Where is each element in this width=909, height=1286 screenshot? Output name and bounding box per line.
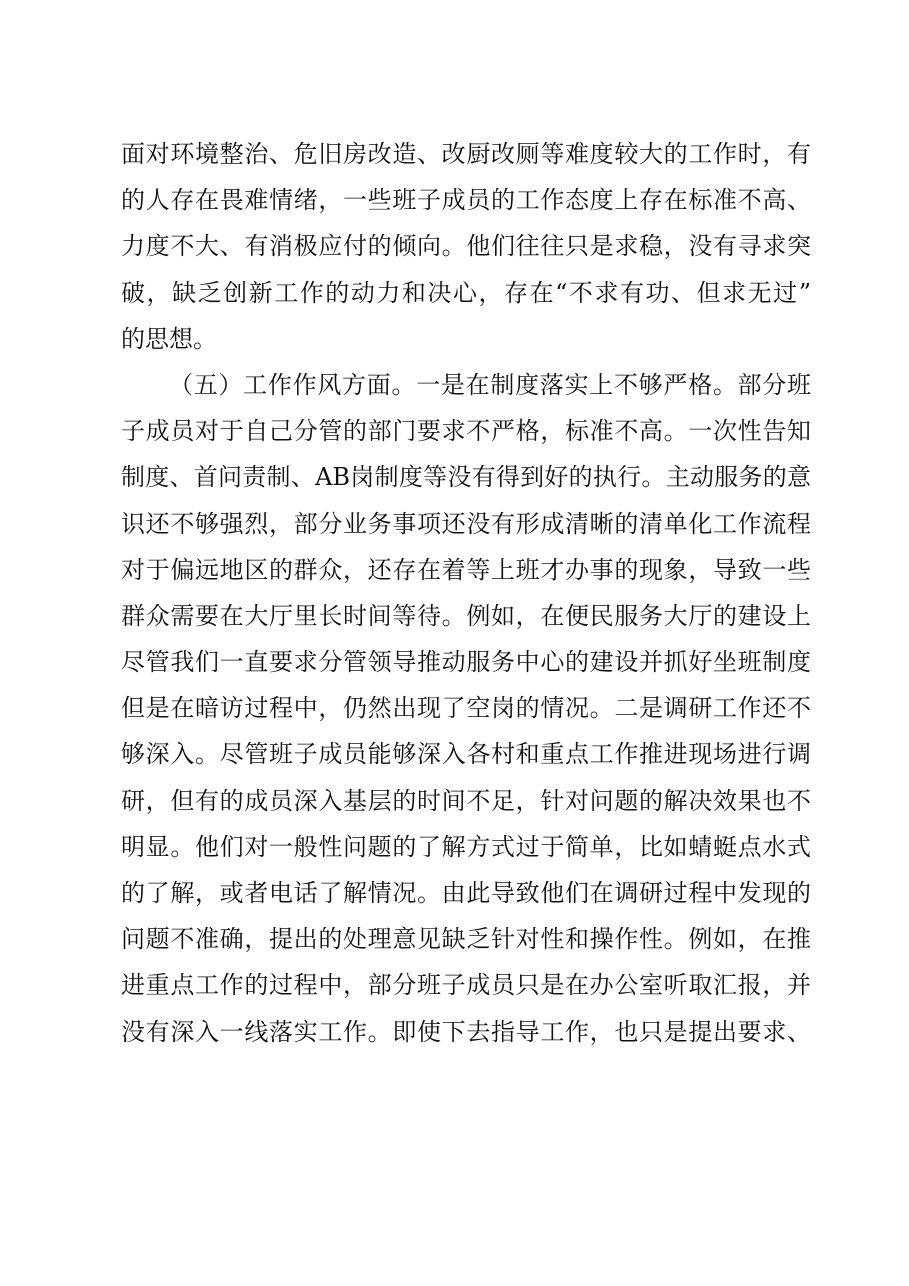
paragraph-line: 的了解，或者电话了解情况。由此导致他们在调研过程中发现的 [121,879,811,907]
paragraph-line: 识还不够强烈，部分业务事项还没有形成清晰的清单化工作流程 [121,509,811,538]
paragraph-line: 对于偏远地区的群众，还存在着等上班才办事的现象，导致一些 [121,555,811,584]
paragraph-line: 尽管我们一直要求分管领导推动服务中心的建设并抓好坐班制度 [121,648,811,677]
paragraph-line: 明显。他们对一般性问题的了解方式过于简单，比如蜻蜓点水式 [121,832,811,861]
paragraph-2 [121,362,811,1055]
paragraph-line: 进重点工作的过程中，部分班子成员只是在办公室听取汇报，并 [121,971,811,1000]
paragraph-line: 群众需要在大厅里长时间等待。例如，在便民服务大厅的建设上 [121,601,811,630]
paragraph-line: 力度不大、有消极应付的倾向。他们往往只是求稳，没有寻求突 [121,232,811,261]
paragraph-line: （五）工作作风方面。一是在制度落实上不够严格。部分班 [169,370,811,399]
paragraph-line: 子成员对于自己分管的部门要求不严格，标准不高。一次性告知 [121,417,811,446]
paragraph-line: 没有深入一线落实工作。即使下去指导工作，也只是提出要求、 [121,1017,811,1046]
document-body [121,131,811,1055]
paragraph-line: 问题不准确，提出的处理意见缺乏针对性和操作性。例如，在推 [121,925,811,954]
paragraph-line: 破，缺乏创新工作的动力和决心，存在“不求有功、但求无过” [121,278,811,307]
paragraph-line: 的思想。 [121,324,217,353]
paragraph-line: 面对环境整治、危旧房改造、改厨改厕等难度较大的工作时，有 [121,140,811,168]
paragraph-line: 制度、首问责制、AB岗制度等没有得到好的执行。主动服务的意 [121,463,811,492]
paragraph-line: 研，但有的成员深入基层的时间不足，针对问题的解决效果也不 [121,786,811,815]
paragraph-line: 够深入。尽管班子成员能够深入各村和重点工作推进现场进行调 [121,740,811,769]
paragraph-1 [121,131,811,362]
paragraph-line: 的人存在畏难情绪，一些班子成员的工作态度上存在标准不高、 [121,186,811,215]
paragraph-line: 但是在暗访过程中，仍然出现了空岗的情况。二是调研工作还不 [121,694,811,723]
